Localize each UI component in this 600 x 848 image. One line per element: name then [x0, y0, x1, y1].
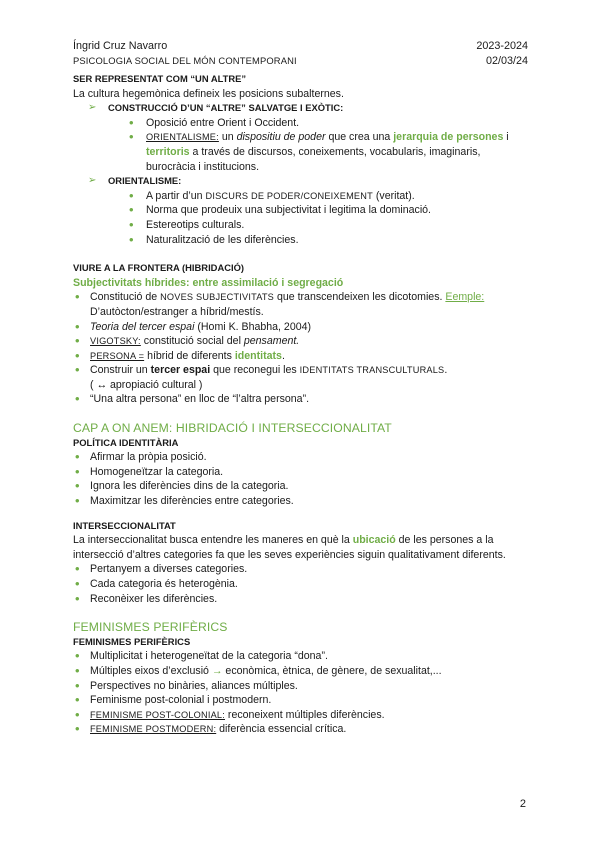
document-date: 02/03/24 — [485, 55, 528, 67]
list-item: • Norma que prodeuix una subjectivitat i legitima la dominació. — [129, 202, 432, 218]
bullet-icon: • — [75, 463, 80, 479]
list-item-continuation: D’autòcton/estranger a híbrid/mestís. — [90, 305, 264, 318]
header-line-1 — [73, 39, 528, 54]
bullet-icon: • — [75, 478, 80, 494]
list-item: • “Una altra persona” en lloc de “l’altra persona”. — [75, 391, 310, 407]
bullet-icon: • — [75, 318, 80, 334]
paragraph: La interseccionalitat busca entendre les maneres en què la ubicació de les persones a la — [73, 534, 494, 547]
section-heading-viure-frontera: VIURE A LA FRONTERA (HIBRIDACIÓ) — [73, 262, 245, 274]
bullet-icon: • — [75, 721, 80, 737]
subheading-feminismes-periferics: FEMINISMES PERIFÈRICS — [73, 635, 191, 647]
course-name: PSICOLOGIA SOCIAL DEL MÓN CONTEMPORANI — [73, 55, 297, 66]
list-item: • Homogeneïtzar la categoria. — [75, 463, 224, 479]
bullet-icon: • — [75, 289, 80, 305]
page-number: 2 — [519, 798, 526, 810]
subheading-politica-identitaria: POLÍTICA IDENTITÀRIA — [73, 436, 179, 448]
list-item: • FEMINISME POSTMODERN: diferència essencial crítica. — [75, 721, 347, 737]
list-item: • Reconèixer les diferències. — [75, 590, 218, 606]
bullet-icon: • — [75, 706, 80, 722]
bullet-icon: • — [75, 449, 80, 465]
bullet-icon: • — [75, 648, 80, 664]
list-item: • Multiplicitat i heterogeneïtat de la categoria “dona”. — [75, 648, 328, 664]
list-item: • Maximitzar les diferències entre categories. — [75, 493, 294, 509]
arrow-bullet-icon: ➢ — [88, 175, 97, 187]
bullet-icon: • — [129, 114, 134, 130]
list-item: • Teoria del tercer espai (Homi K. Bhabha, 2004) — [75, 318, 312, 334]
subtitle-subjectivitats: Subjectivitats híbrides: entre assimilació i segregació — [73, 276, 344, 289]
bullet-icon: • — [75, 677, 80, 693]
list-item-continuation: territoris a través de discursos, coneixements, vocabularis, imaginaris, — [146, 145, 481, 158]
list-item: • VIGOTSKY: constitució social del pensament. — [75, 333, 300, 349]
list-item: • PERSONA = híbrid de diferents identitats. — [75, 347, 285, 363]
subheading-interseccionalitat: INTERSECCIONALITAT — [73, 519, 176, 531]
list-item: • Estereotips culturals. — [129, 216, 245, 232]
academic-year: 2023-2024 — [476, 40, 528, 52]
subheading-construccio: ➢ CONSTRUCCIÓ D’UN “ALTRE” SALVATGE I EXÒTIC: — [73, 101, 543, 116]
list-item: • A partir d’un DISCURS DE PODER/CONEIXEMENT (veritat). — [129, 187, 415, 203]
list-item: • Cada categoria és heterogènia. — [75, 576, 238, 591]
list-item: • Construir un tercer espai que reconegui les IDENTITATS TRANSCULTURALS. — [75, 362, 448, 378]
header-line-2 — [73, 54, 528, 69]
paragraph: La cultura hegemònica defineix les posicions subalternes. — [73, 87, 344, 100]
list-item: • FEMINISME POST-COLONIAL: reconeixent múltiples diferències. — [75, 706, 385, 722]
bullet-icon: • — [129, 231, 134, 247]
list-item: • ORIENTALISME: un dispositiu de poder que crea una jerarquia de persones i — [129, 129, 509, 145]
list-item: • Feminisme post-colonial i postmodern. — [75, 692, 272, 708]
list-item: • Naturalització de les diferències. — [129, 231, 299, 247]
list-item: • Múltiples eixos d’exclusió → econòmica, ètnica, de gènere, de sexualitat,... — [75, 662, 442, 678]
bullet-icon: • — [75, 590, 80, 606]
bullet-icon: • — [75, 333, 80, 349]
bullet-icon: • — [75, 493, 80, 509]
document-body — [73, 72, 543, 737]
bullet-icon: • — [129, 187, 134, 203]
section-title-feminismes-periferics: FEMINISMES PERIFÈRICS — [73, 620, 228, 635]
bullet-icon: • — [129, 202, 134, 218]
author-name: Íngrid Cruz Navarro — [73, 40, 168, 52]
list-item: • Afirmar la pròpia posició. — [75, 449, 207, 465]
example-link: Eemple: — [445, 291, 485, 304]
section-heading-ser-representat: SER REPRESENTAT COM “UN ALTRE” — [73, 73, 247, 84]
list-item: • Perspectives no binàries, aliances múltiples. — [75, 677, 298, 693]
bullet-icon: • — [75, 662, 80, 678]
list-item-continuation: ( ↔ apropiació cultural ) — [90, 378, 203, 391]
arrow-bullet-icon: ➢ — [88, 102, 97, 114]
arrow-right-icon: → — [211, 664, 223, 677]
section-title-cap-a-on-anem: CAP A ON ANEM: HIBRIDACIÓ I INTERSECCIONALITAT — [73, 421, 392, 436]
bullet-icon: • — [75, 692, 80, 708]
bullet-icon: • — [129, 216, 134, 232]
list-item-continuation: burocràcia i institucions. — [146, 160, 260, 173]
list-item: • Ignora les diferències dins de la categoria. — [75, 478, 289, 494]
bullet-icon: • — [75, 347, 80, 363]
bullet-icon: • — [75, 391, 80, 407]
bullet-icon: • — [75, 362, 80, 378]
bullet-icon: • — [129, 129, 134, 145]
subheading-orientalisme: ➢ ORIENTALISME: — [73, 174, 543, 189]
bullet-icon: • — [75, 561, 80, 577]
list-item: • Oposició entre Orient i Occident. — [129, 114, 300, 130]
bullet-icon: • — [75, 576, 80, 591]
list-item: • Constitució de NOVES SUBJECTIVITATS que transcendeixen les dicotomies. Eemple: — [75, 289, 485, 305]
list-item: • Pertanyem a diverses categories. — [75, 561, 248, 577]
paragraph-continuation: intersecció d’altres categories fa que les seves experiències siguin qualitativament diferents. — [73, 548, 506, 561]
